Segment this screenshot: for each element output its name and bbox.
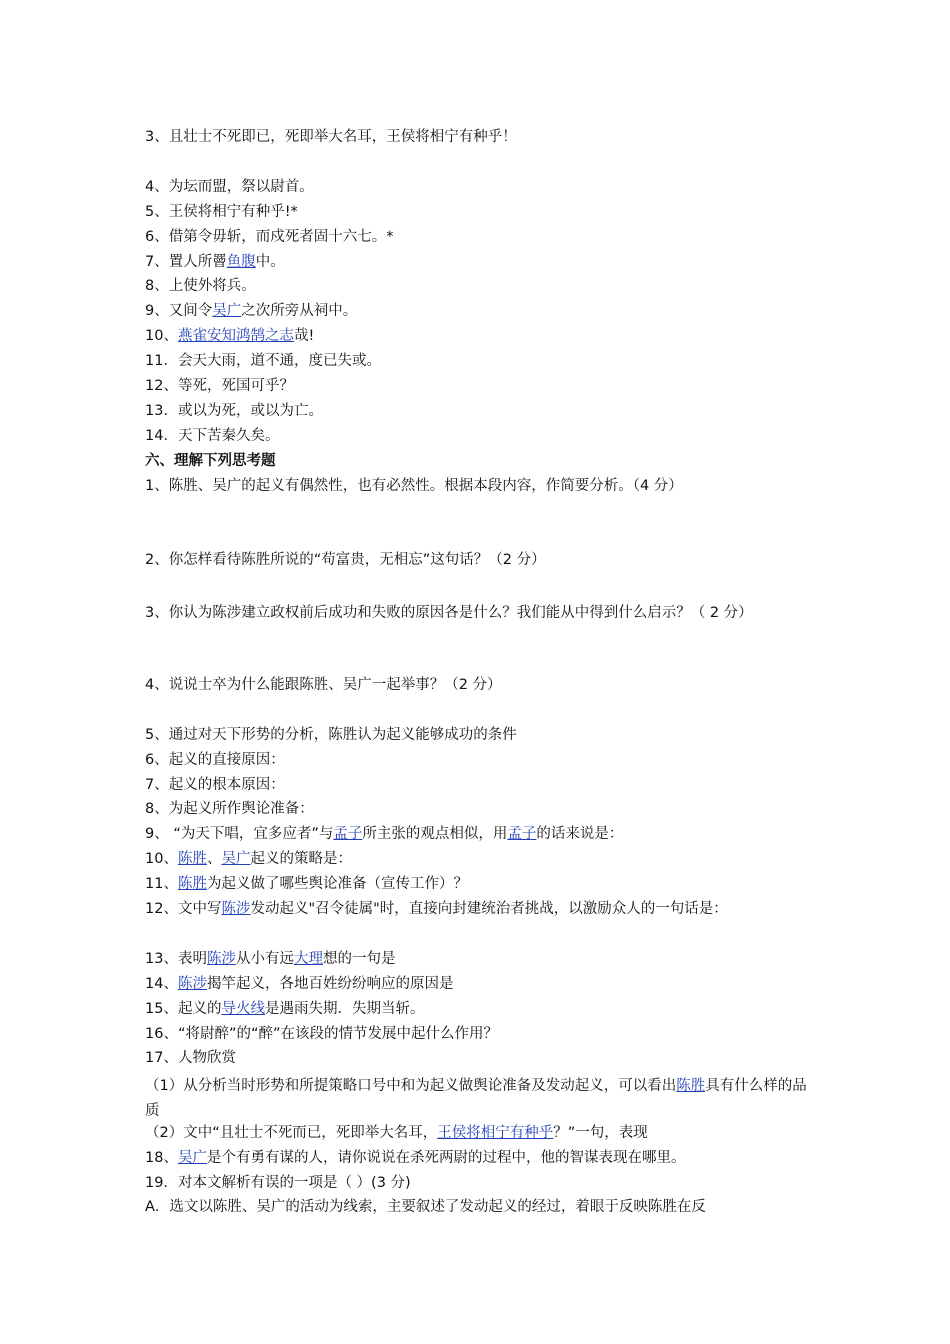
hyperlink[interactable]: 陈涉 xyxy=(221,901,251,917)
text-line xyxy=(145,1025,815,1043)
hyperlink[interactable]: 陈涉 xyxy=(177,976,207,992)
hyperlink[interactable]: 孟子 xyxy=(507,826,537,842)
text-line xyxy=(145,825,815,843)
text-line xyxy=(145,900,815,918)
text-span: 3、你认为陈涉建立政权前后成功和失败的原因各是什么？我们能从中得到什么启示？（ 2 分） xyxy=(145,605,753,621)
text-span: 六、理解下列思考题 xyxy=(145,453,276,469)
text-span: 6、借第令毋斩，而戍死者固十六七。* xyxy=(145,229,394,245)
text-line xyxy=(145,1198,815,1216)
hyperlink[interactable]: 大理 xyxy=(293,951,323,967)
text-span: 13．或以为死，或以为亡。 xyxy=(145,403,323,419)
text-span: 、 xyxy=(206,851,222,867)
text-span: 5、通过对天下形势的分析，陈胜认为起义能够成功的条件 xyxy=(145,727,517,743)
text-span: 是遇雨失期．失期当斩。 xyxy=(264,1001,425,1017)
text-span: 3、且壮士不死即已，死即举大名耳，王侯将相宁有种乎！ xyxy=(145,129,517,145)
hyperlink[interactable]: 吴广 xyxy=(212,303,242,319)
text-span: 10、 xyxy=(145,851,178,867)
text-span: 中。 xyxy=(255,254,285,270)
text-span: 14、 xyxy=(145,976,178,992)
text-span: 发动起义"召令徒属"时，直接向封建统治者挑战，以激励众人的一句话是： xyxy=(250,901,728,917)
text-line xyxy=(145,1074,815,1124)
text-span: 19．对本文解析有误的一项是（ ）(3 分) xyxy=(145,1175,411,1191)
text-span: 17、人物欣赏 xyxy=(145,1050,236,1066)
hyperlink[interactable]: 燕雀安知鸿鹄之志 xyxy=(177,328,294,344)
text-line xyxy=(145,327,815,345)
text-span: 6、起义的直接原因： xyxy=(145,752,285,768)
hyperlink[interactable]: 吴广 xyxy=(221,851,251,867)
text-line xyxy=(145,228,815,246)
section-heading xyxy=(145,452,815,470)
hyperlink[interactable]: 陈胜 xyxy=(177,851,207,867)
text-span: 10、 xyxy=(145,328,178,344)
text-line xyxy=(145,1174,815,1192)
text-line xyxy=(145,377,815,395)
text-span: 13、表明 xyxy=(145,951,207,967)
text-span: 1、陈胜、吴广的起义有偶然性，也有必然性。根据本段内容，作简要分析。（4 分） xyxy=(145,478,683,494)
text-line xyxy=(145,776,815,794)
text-span: （2）文中“且壮士不死而已，死即举大名耳， xyxy=(145,1125,438,1141)
text-span: 2、你怎样看待陈胜所说的“苟富贵，无相忘”这句话？（2 分） xyxy=(145,552,546,568)
hyperlink[interactable]: 导火线 xyxy=(221,1001,265,1017)
text-span: 12、等死，死国可乎？ xyxy=(145,378,294,394)
text-span: 7、起义的根本原因： xyxy=(145,777,285,793)
hyperlink[interactable]: 鱼腹 xyxy=(226,254,256,270)
text-line xyxy=(145,850,815,868)
text-line xyxy=(145,751,815,769)
text-line xyxy=(145,402,815,420)
text-span: 4、为坛而盟，祭以尉首。 xyxy=(145,179,314,195)
hyperlink[interactable]: 孟子 xyxy=(333,826,363,842)
text-span: 哉! xyxy=(293,328,315,344)
text-span: 9、 “为天下唱，宜多应者”与 xyxy=(145,826,334,842)
text-line xyxy=(145,950,815,968)
text-line xyxy=(145,1124,815,1142)
text-span: 14．天下苦秦久矣。 xyxy=(145,428,280,444)
text-line xyxy=(145,551,815,569)
text-line xyxy=(145,1049,815,1067)
text-span: 起义的策略是： xyxy=(250,851,352,867)
text-line xyxy=(145,302,815,320)
text-line xyxy=(145,427,815,445)
text-line xyxy=(145,676,815,694)
text-line xyxy=(145,352,815,370)
text-line xyxy=(145,477,815,495)
text-span: 为起义做了哪些舆论准备（宣传工作）？ xyxy=(206,876,468,892)
text-line xyxy=(145,800,815,818)
text-line xyxy=(145,726,815,744)
text-line xyxy=(145,178,815,196)
text-span: 揭竿起义，各地百姓纷纷响应的原因是 xyxy=(206,976,454,992)
text-line xyxy=(145,128,815,146)
text-span: 之次所旁从祠中。 xyxy=(241,303,358,319)
text-span: 8、上使外将兵。 xyxy=(145,278,256,294)
text-span: 具有什么样的品质 xyxy=(145,1078,807,1119)
text-line xyxy=(145,1149,815,1167)
text-line xyxy=(145,277,815,295)
hyperlink[interactable]: 陈胜 xyxy=(177,876,207,892)
text-span: 的话来说是： xyxy=(536,826,624,842)
text-span: 4、说说士卒为什么能跟陈胜、吴广一起举事？（2 分） xyxy=(145,677,502,693)
hyperlink[interactable]: 陈胜 xyxy=(676,1078,706,1094)
text-line xyxy=(145,601,815,626)
text-span: 从小有远 xyxy=(235,951,294,967)
text-span: 是个有勇有谋的人，请你说说在杀死两尉的过程中，他的智谋表现在哪里。 xyxy=(206,1150,686,1166)
text-span: 想的一句是 xyxy=(322,951,396,967)
text-span: 18、 xyxy=(145,1150,178,1166)
text-span: 7、置人所罾 xyxy=(145,254,227,270)
text-span: 9、又间令 xyxy=(145,303,213,319)
text-line xyxy=(145,875,815,893)
text-span: 11、 xyxy=(145,876,178,892)
text-line xyxy=(145,253,815,271)
text-line xyxy=(145,975,815,993)
text-span: ？”一句，表现 xyxy=(553,1125,648,1141)
text-span: 8、为起义所作舆论准备： xyxy=(145,801,314,817)
hyperlink[interactable]: 王侯将相宁有种乎 xyxy=(437,1125,554,1141)
text-span: 15、起义的 xyxy=(145,1001,222,1017)
text-span: 所主张的观点相似，用 xyxy=(362,826,508,842)
hyperlink[interactable]: 陈涉 xyxy=(206,951,236,967)
text-span: 12、文中写 xyxy=(145,901,222,917)
text-line xyxy=(145,1000,815,1018)
text-span: 16、“将尉醉”的“醉”在该段的情节发展中起什么作用？ xyxy=(145,1026,498,1042)
text-span: 5、王侯将相宁有种乎!* xyxy=(145,204,298,220)
hyperlink[interactable]: 吴广 xyxy=(177,1150,207,1166)
text-span: （1）从分析当时形势和所提策略口号中和为起义做舆论准备及发动起义，可以看出 xyxy=(145,1078,677,1094)
text-line xyxy=(145,203,815,221)
text-span: 11．会天大雨，道不通，度已失或。 xyxy=(145,353,381,369)
text-span: A．选文以陈胜、吴广的活动为线索，主要叙述了发动起义的经过，着眼于反映陈胜在反 xyxy=(145,1199,706,1215)
